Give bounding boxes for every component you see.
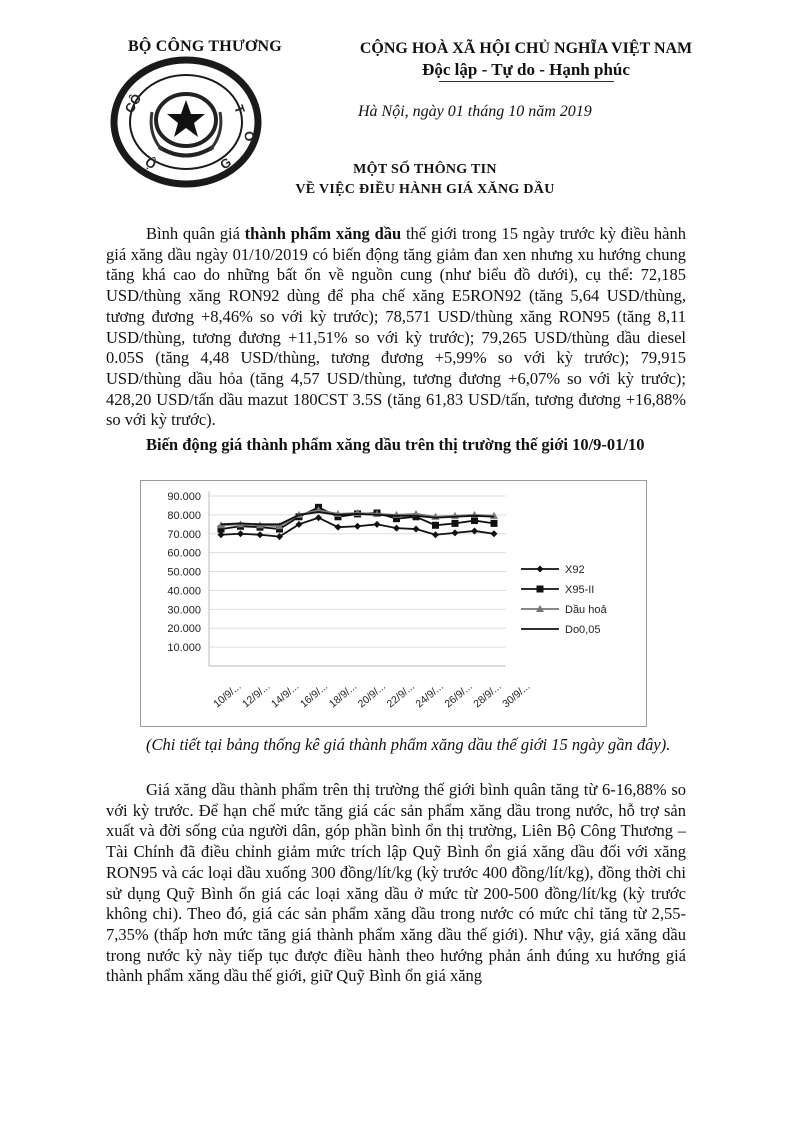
x-tick-label: 26/9/... [442,680,475,711]
motto-underline [439,81,614,82]
legend-label: Dầu hoả [565,604,607,616]
data-point [471,517,478,524]
svg-text:Ơ: Ơ [241,129,258,144]
y-tick-label: 50.000 [167,566,201,579]
x-tick-label: 28/9/... [471,680,504,711]
chart-title: Biến động giá thành phẩm xăng dầu trên thị trường thế giới 10/9-01/10 [146,435,645,454]
x-tick-label: 12/9/... [240,680,273,711]
data-point [237,530,244,537]
data-point [491,520,498,527]
svg-text:Ộ: Ộ [142,154,160,173]
x-tick-label: 18/9/... [326,680,360,711]
x-tick-label: 22/9/... [384,680,417,711]
data-point [432,531,439,538]
national-header [316,38,736,82]
data-point [452,520,459,527]
y-tick-label: 20.000 [167,623,201,636]
data-point [374,521,381,528]
legend-label: X92 [565,564,585,576]
x-tick-label: 24/9/... [413,680,446,711]
y-tick-label: 70.000 [167,528,201,541]
legend-label: Do0,05 [565,624,601,636]
title-line-1: MỘT SỐ THÔNG TIN [353,162,497,177]
national-motto: Độc lập - Tự do - Hạnh phúc [422,60,630,79]
data-point [413,526,420,533]
paragraph-2 [106,780,686,987]
price-line-chart [141,481,646,726]
svg-text:CÔ: CÔ [121,91,145,116]
paragraph-1 [106,224,686,431]
y-tick-label: 80.000 [167,509,201,522]
y-tick-label: 90.000 [167,491,201,503]
document-title [200,160,650,200]
ministry-name: BỘ CÔNG THƯƠNG [128,38,282,55]
x-tick-label: 10/9/... [211,680,244,711]
y-tick-label: 10.000 [167,642,201,655]
data-point [432,522,439,529]
x-tick-label: 20/9/... [355,680,389,711]
y-tick-label: 40.000 [167,585,201,598]
title-line-2: VỀ VIỆC ĐIỀU HÀNH GIÁ XĂNG DẦU [295,182,555,197]
dateline: Hà Nội, ngày 01 tháng 10 năm 2019 [358,103,592,120]
legend-label: X95-II [565,584,595,596]
svg-text:T: T [231,102,248,116]
country-name: CỘNG HOÀ XÃ HỘI CHỦ NGHĨA VIỆT NAM [359,40,693,57]
data-point [491,530,498,537]
legend-marker [537,566,544,573]
data-point [452,529,459,536]
svg-text:G: G [217,154,235,173]
chart-frame [140,480,647,727]
data-point [335,524,342,531]
y-tick-label: 60.000 [167,547,201,560]
x-tick-label: 16/9/... [297,680,331,711]
paragraph-1-lead: Bình quân giá [146,224,245,243]
paragraph-1-body: thế giới trong 15 ngày trước kỳ điều hành giá xăng dầu ngày 01/10/2019 có biến động tăng giảm đan xen nhưng xu hướng chung tăng khá cao do những bất ổn về nguồn cung (như biểu đồ dưới), cụ thể: 72,185 USD/thùng xăng RON92 dùng để pha chế xăng E5RON92 (tăng 5,64 USD/thùng, tương đương +8,46% so với kỳ trước); 78,571 USD/thùng xăng RON95 (tăng 8,11 USD/thùng, tương đương +11,51% so với kỳ trước); 79,265 USD/thùng dầu diesel 0.05S (tăng 4,48 USD/thùng, tương đương +5,99% so với kỳ trước); 79,915 USD/thùng dầu hỏa (tăng 4,57 USD/thùng, tương đương +6,07% so với kỳ trước); 428,20 USD/tấn dầu mazut 180CST 3.5S (tăng 61,83 USD/tấn, tương đương +16,88% so với kỳ trước). [106,224,686,430]
data-point [354,523,361,530]
x-tick-label: 14/9/... [269,680,302,711]
x-tick-label: 30/9/... [500,680,533,711]
legend-marker [537,586,544,593]
paragraph-1-bold: thành phẩm xăng dầu [244,224,402,243]
y-tick-label: 30.000 [167,604,201,617]
chart-caption: (Chi tiết tại bảng thống kê giá thành phẩm xăng dầu thế giới 15 ngày gần đây). [146,735,671,754]
data-point [257,531,264,538]
paragraph-2-text: Giá xăng dầu thành phẩm trên thị trường thế giới bình quân tăng từ 6-16,88% so với kỳ trước. Để hạn chế mức tăng giá các sản phẩm xăng dầu trong nước, hỗ trợ sản xuất và đời sống của người dân, góp phần bình ổn thị trường, Liên Bộ Công Thương – Tài Chính đã điều chỉnh giảm mức trích lập Quỹ Bình ổn giá xăng dầu đối với xăng RON95 và các loại dầu xuống 300 đồng/lít/kg (kỳ trước 400 đồng/lít/kg), đồng thời chi sử dụng Quỹ Bình ổn giá các loại xăng dầu ở mức từ 200-500 đồng/lít/kg (kỳ trước không chi). Theo đó, giá các sản phẩm xăng dầu trong nước có mức chỉ tăng từ 2,55-7,35% (thấp hơn mức tăng giá thành phẩm xăng dầu thế giới). Như vậy, giá xăng dầu trong nước kỳ này tiếp tục được điều hành theo hướng phản ánh đúng xu hướng giá thành phẩm xăng dầu thế giới, giữ Quỹ Bình ổn giá xăng [106,780,686,986]
data-point [393,525,400,532]
